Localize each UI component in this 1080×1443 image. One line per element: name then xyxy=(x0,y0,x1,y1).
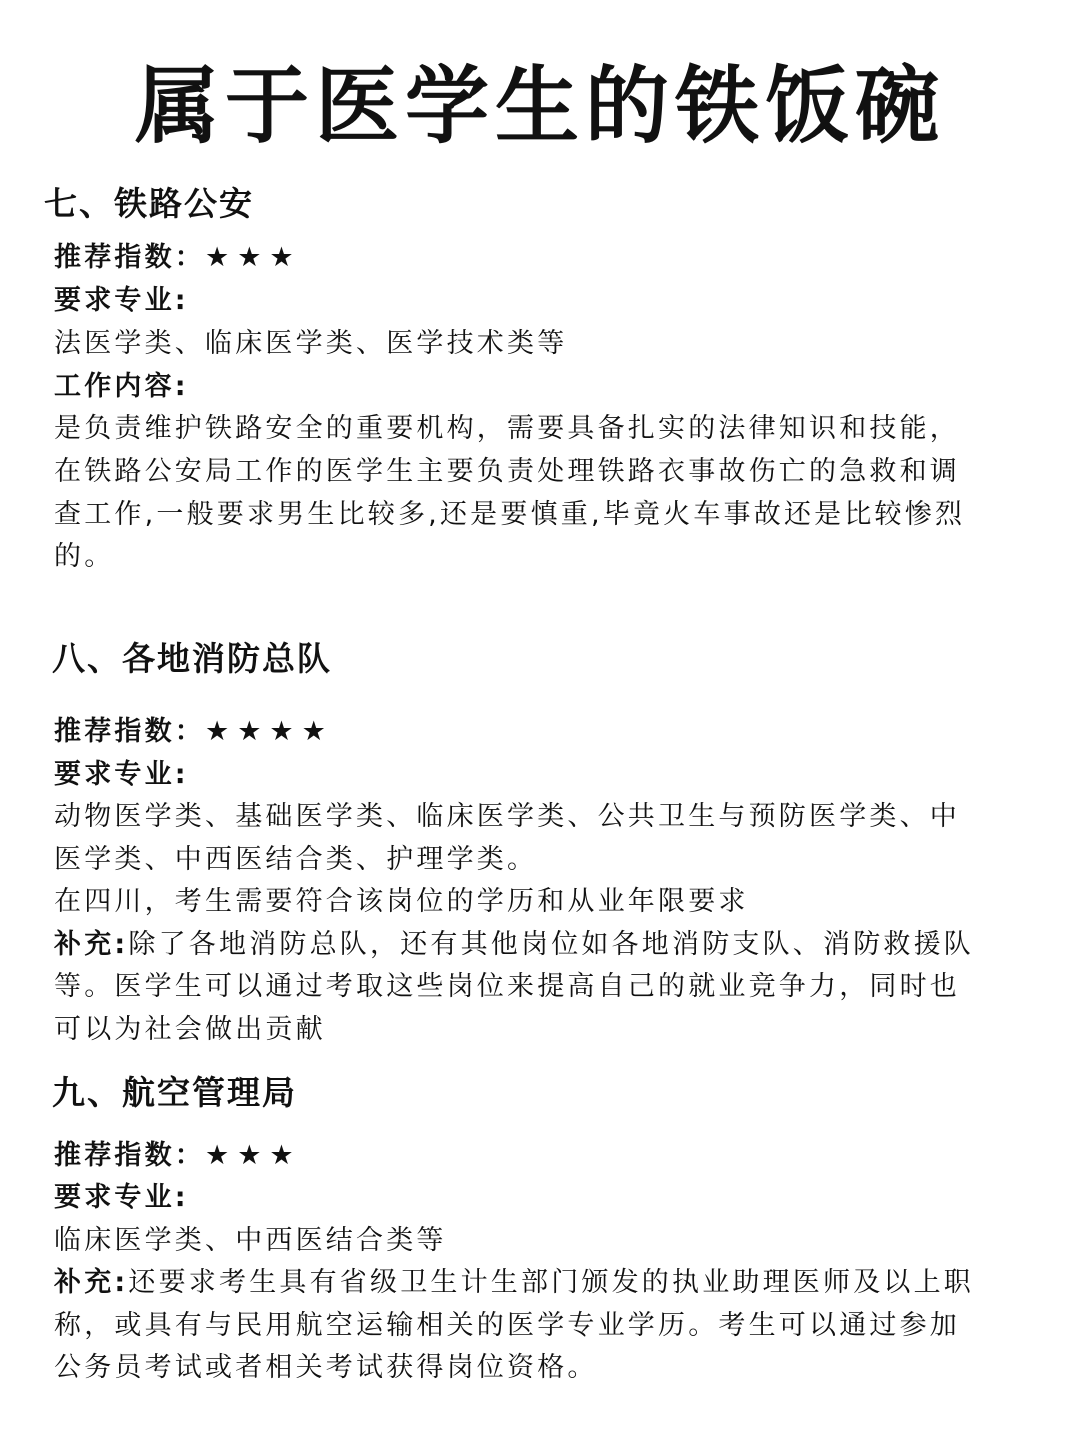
supplement-line: 除了各地消防总队，还有其他岗位如各地消防支队、消防救援队 xyxy=(128,929,975,960)
major-line: 在四川，考生需要符合该岗位的学历和从业年限要求 xyxy=(54,886,749,917)
section-heading-aviation-admin: 九、航空管理局 xyxy=(52,1073,297,1112)
rating-stars: ★★★ xyxy=(205,242,302,273)
supplement-label: 补充: xyxy=(54,929,129,960)
supplement-line: 可以为社会做出贡献 xyxy=(54,1014,326,1045)
major-text: 法医学类、临床医学类、医学技术类等 xyxy=(54,328,568,359)
work-line: 查工作,一般要求男生比较多,还是要慎重,毕竟火车事故还是比较惨烈 xyxy=(54,499,966,530)
major-line: 动物医学类、基础医学类、临床医学类、公共卫生与预防医学类、中 xyxy=(54,801,960,832)
supplement-label: 补充: xyxy=(54,1267,129,1298)
major-line: 医学类、中西医结合类、护理学类。 xyxy=(54,844,538,875)
page-title: 属于医学生的铁饭碗 xyxy=(134,57,945,155)
rating-stars: ★★★★ xyxy=(205,716,334,747)
section-heading-railway-police: 七、铁路公安 xyxy=(44,184,254,223)
supplement-line: 称，或具有与民用航空运输相关的医学专业学历。考生可以通过参加 xyxy=(54,1310,960,1341)
work-line: 的。 xyxy=(54,541,115,572)
supplement-line: 等。医学生可以通过考取这些岗位来提高自己的就业竞争力，同时也 xyxy=(54,971,960,1002)
supplement-row xyxy=(54,927,974,963)
rating-stars: ★★★ xyxy=(205,1140,302,1171)
supplement-line: 公务员考试或者相关考试获得岗位资格。 xyxy=(54,1352,598,1383)
rating-row xyxy=(54,1138,302,1174)
supplement-line: 还要求考生具有省级卫生计生部门颁发的执业助理医师及以上职 xyxy=(128,1267,975,1298)
rating-label: 推荐指数： xyxy=(54,1140,205,1171)
major-label: 要求专业: xyxy=(54,759,189,790)
rating-row xyxy=(54,714,334,750)
major-label: 要求专业: xyxy=(54,1182,189,1213)
work-label: 工作内容: xyxy=(54,371,189,402)
rating-label: 推荐指数： xyxy=(54,242,205,273)
major-text: 临床医学类、中西医结合类等 xyxy=(54,1225,447,1256)
work-line: 在铁路公安局工作的医学生主要负责处理铁路衣事故伤亡的急救和调 xyxy=(54,456,960,487)
major-label: 要求专业: xyxy=(54,285,189,316)
supplement-row xyxy=(54,1265,974,1301)
rating-label: 推荐指数： xyxy=(54,716,205,747)
rating-row xyxy=(54,240,302,276)
section-heading-fire-brigade: 八、各地消防总队 xyxy=(52,639,332,678)
work-line: 是负责维护铁路安全的重要机构，需要具备扎实的法律知识和技能， xyxy=(54,413,960,444)
